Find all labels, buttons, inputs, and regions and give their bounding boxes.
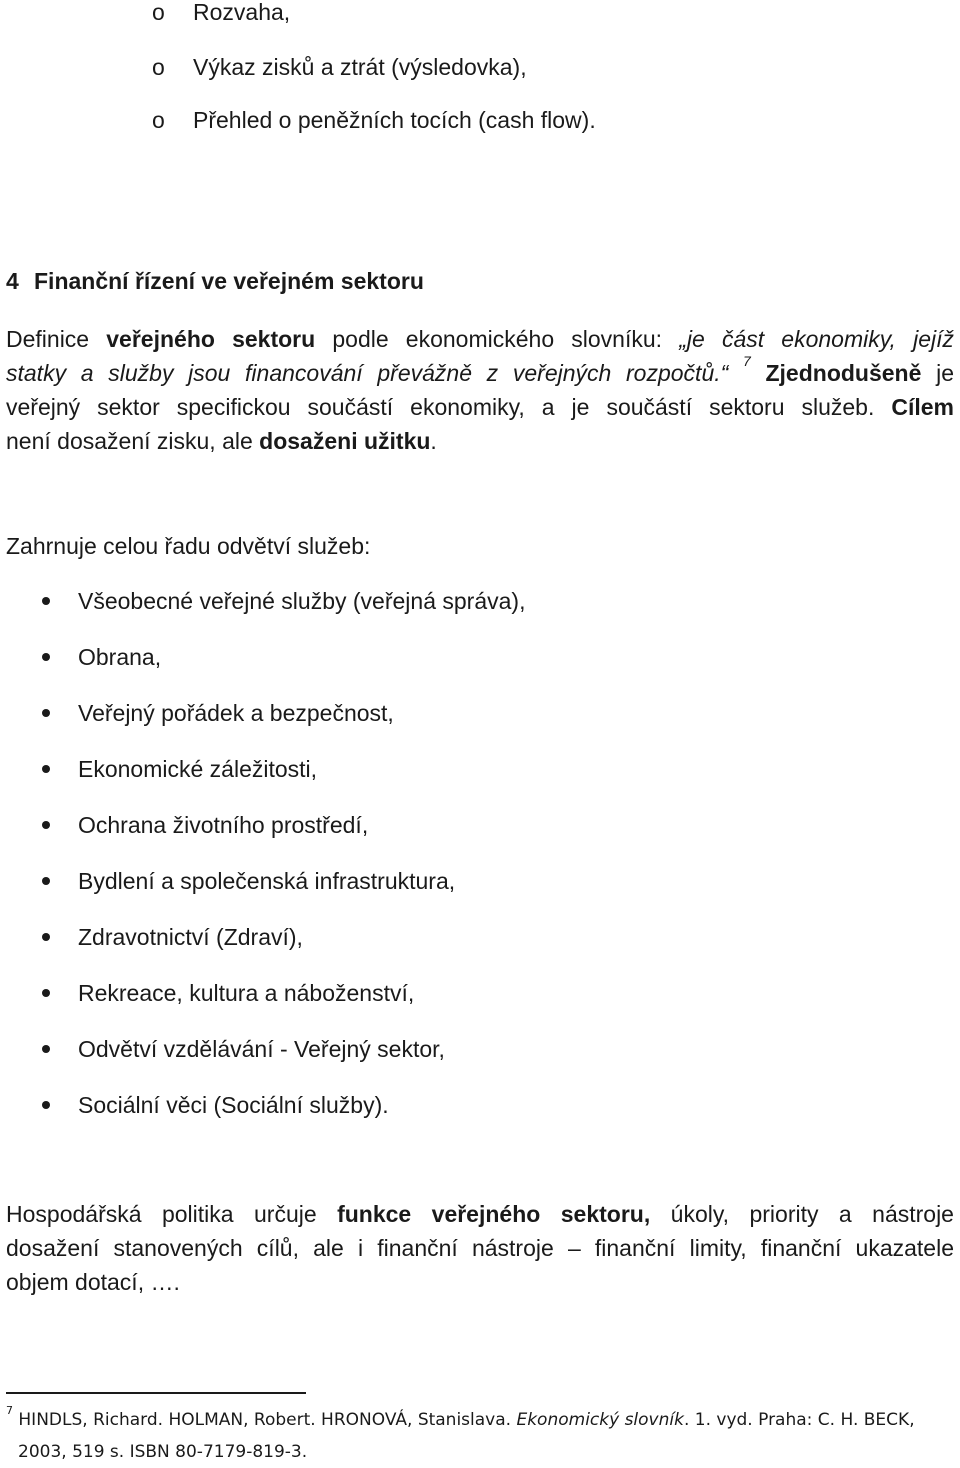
- term-emphasis: Cílem: [891, 394, 954, 420]
- bullet-icon: [42, 709, 50, 717]
- text-run: není dosažení zisku, ale: [6, 428, 260, 454]
- paragraph-line: [6, 353, 955, 390]
- list-item-text: Veřejný pořádek a bezpečnost,: [78, 700, 394, 726]
- footnote: [6, 1404, 926, 1468]
- list-item-text: Rozvaha,: [193, 0, 291, 25]
- list-item: [0, 642, 960, 672]
- list-item-text: Odvětví vzdělávání - Veřejný sektor,: [78, 1036, 445, 1062]
- bullet-icon: [42, 1045, 50, 1053]
- list-item: [0, 866, 960, 896]
- term-emphasis: dosaženi užitku: [259, 428, 431, 454]
- term-emphasis: funkce veřejného sektoru,: [337, 1201, 651, 1227]
- list-item: [0, 698, 960, 728]
- paragraph-line: [6, 322, 954, 356]
- text-run: veřejný sektor specifickou součástí ekonomiky, a je součástí sektoru služeb.: [6, 394, 892, 420]
- term-emphasis: veřejného sektoru: [106, 326, 316, 352]
- quote-text: statky a služby jsou financování převážně z veřejných rozpočtů.: [6, 360, 721, 386]
- text-run: Definice: [6, 326, 107, 352]
- list-item: [0, 810, 960, 840]
- list-marker: o: [152, 107, 165, 133]
- list-item-text: Všeobecné veřejné služby (veřejná správa),: [78, 588, 526, 614]
- list-item: [0, 1034, 960, 1064]
- list-item-text: Bydlení a společenská infrastruktura,: [78, 868, 456, 894]
- list-item: [0, 754, 960, 784]
- text-run: podle ekonomického slovníku:: [315, 326, 680, 352]
- list-item: [0, 52, 960, 82]
- book-title: Ekonomický slovník: [516, 1410, 684, 1430]
- list-item: [0, 586, 960, 616]
- list-item-text: Sociální věci (Sociální služby).: [78, 1092, 389, 1118]
- text-run: úkoly, priority a nástroje: [650, 1201, 954, 1227]
- footnote-separator: [6, 1392, 306, 1394]
- list-item-text: Zdravotnictví (Zdraví),: [78, 924, 303, 950]
- footnote-number: 7: [6, 1404, 13, 1417]
- list-marker: o: [152, 0, 165, 25]
- bullet-icon: [42, 597, 50, 605]
- list-item-text: Ekonomické záležitosti,: [78, 756, 318, 782]
- text-run: je: [921, 360, 955, 386]
- list-item-text: Obrana,: [78, 644, 162, 670]
- text-run: Hospodářská politika určuje: [6, 1201, 338, 1227]
- bullet-icon: [42, 989, 50, 997]
- list-item: [0, 922, 960, 952]
- list-item-text: Přehled o peněžních tocích (cash flow).: [193, 107, 596, 133]
- policy-paragraph: [6, 1197, 954, 1299]
- list-item: [0, 1090, 960, 1120]
- text-run: HINDLS, Richard. HOLMAN, Robert. HRONOVÁ, Stanislava.: [13, 1410, 517, 1430]
- list-item: [0, 978, 960, 1008]
- list-item-text: Výkaz zisků a ztrát (výsledovka),: [193, 54, 527, 80]
- paragraph-line: [6, 424, 954, 458]
- text-run: .: [430, 428, 437, 454]
- quote-mark: “: [720, 360, 729, 386]
- paragraph-line: [6, 390, 954, 424]
- bullet-icon: [42, 765, 50, 773]
- section-number: 4: [6, 268, 19, 294]
- footnote-reference[interactable]: 7: [743, 353, 751, 369]
- footnote-line: [6, 1404, 926, 1436]
- quote-text: „je část ekonomiky, jejíž: [679, 326, 954, 352]
- list-item: [0, 0, 960, 27]
- list-item-text: Ochrana životního prostředí,: [78, 812, 369, 838]
- list-item: [0, 105, 960, 135]
- bullet-icon: [42, 1101, 50, 1109]
- footnote-line: 2003, 519 s. ISBN 80-7179-819-3.: [18, 1442, 308, 1462]
- paragraph-line: [6, 1197, 954, 1231]
- term-emphasis: Zjednodušeně: [750, 360, 922, 386]
- list-marker: o: [152, 54, 165, 80]
- bullet-icon: [42, 653, 50, 661]
- bullet-icon: [42, 877, 50, 885]
- list-item-text: Rekreace, kultura a náboženství,: [78, 980, 415, 1006]
- paragraph-line: dosažení stanovených cílů, ale i finanční nástroje – finanční limity, finanční ukazatele: [6, 1235, 954, 1261]
- definition-paragraph: [6, 322, 954, 458]
- branches-intro: Zahrnuje celou řadu odvětví služeb:: [6, 533, 371, 559]
- section-title: Finanční řízení ve veřejném sektoru: [34, 268, 424, 294]
- section-heading: [6, 266, 424, 296]
- text-run: . 1. vyd. Praha: C. H. BECK,: [683, 1410, 915, 1430]
- bullet-icon: [42, 821, 50, 829]
- bullet-icon: [42, 933, 50, 941]
- paragraph-line: objem dotací, ….: [6, 1269, 180, 1295]
